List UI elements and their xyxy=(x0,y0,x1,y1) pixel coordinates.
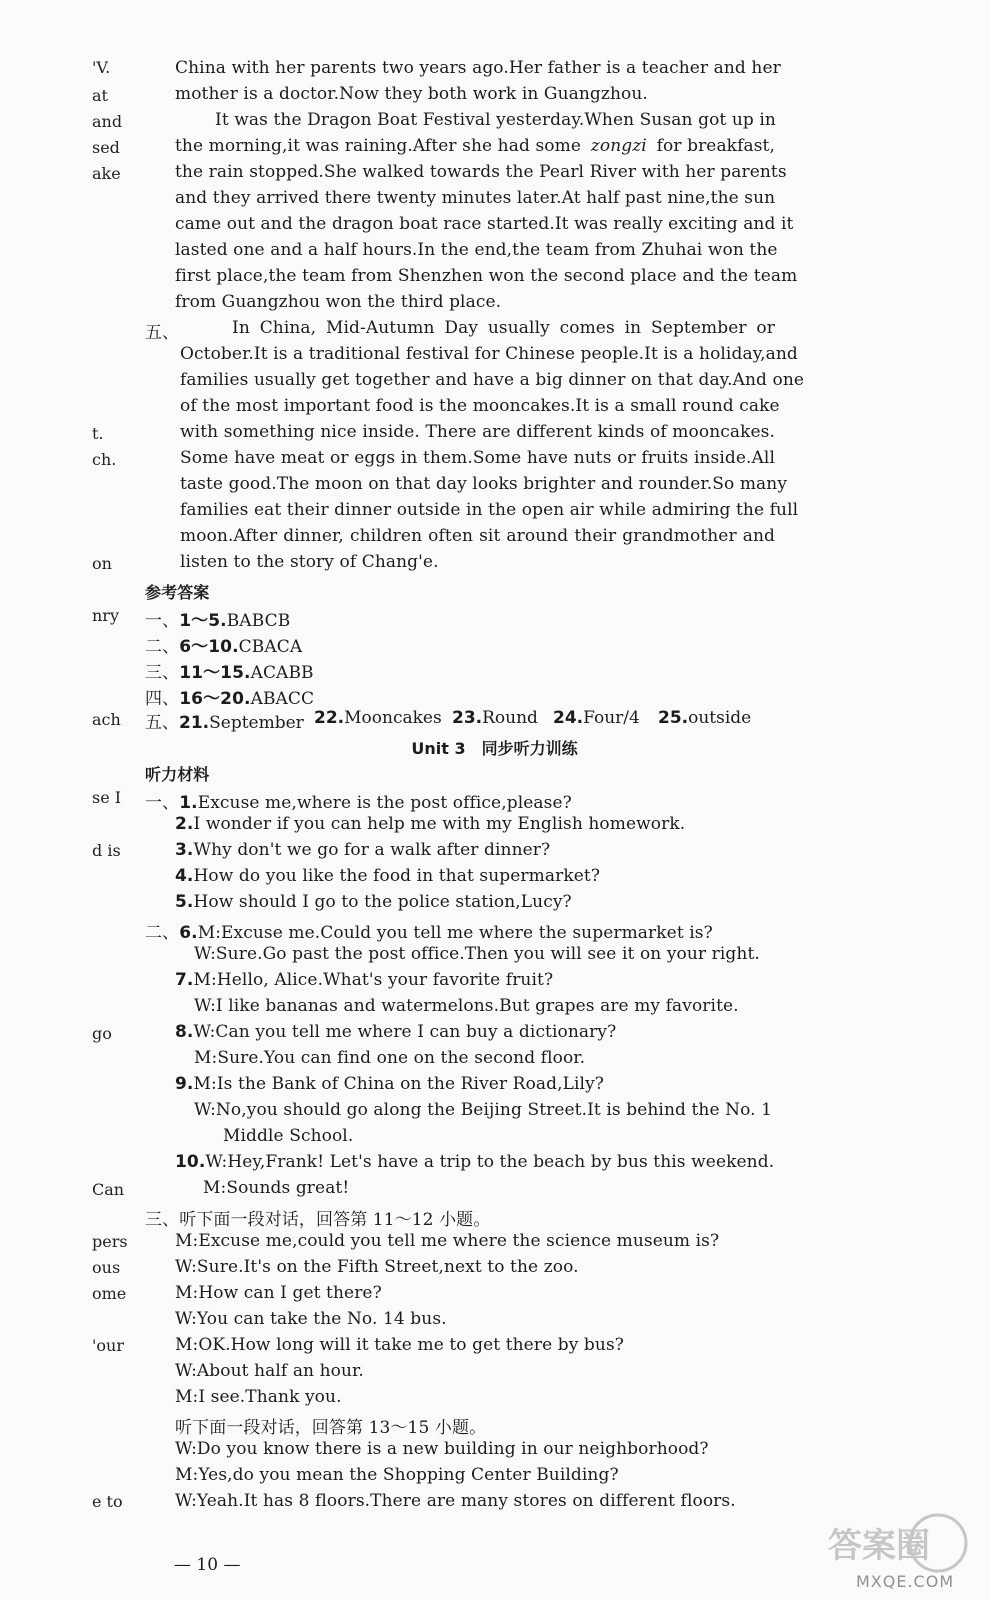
answer-prefix: 五、 xyxy=(145,713,179,733)
section-instruction: 三、听下面一段对话，回答第 11～12 小题。 xyxy=(145,1210,491,1230)
section-instruction: 听下面一段对话，回答第 13～15 小题。 xyxy=(175,1418,487,1438)
text-line: families usually get together and have a big dinner on that day.And one xyxy=(180,370,805,390)
question-text: W:Can you tell me where I can buy a dictionary? xyxy=(193,1022,617,1042)
section-label: 五、 xyxy=(145,323,180,343)
question-line xyxy=(175,1022,616,1042)
dialogue-line: Middle School. xyxy=(223,1126,354,1146)
margin-fragment: e to xyxy=(92,1492,123,1511)
answer-value: Mooncakes xyxy=(344,708,442,728)
question-number: 10. xyxy=(175,1152,206,1172)
question-text: M:Hello, Alice.What's your favorite fruit? xyxy=(193,970,554,990)
answer-row xyxy=(145,708,304,733)
margin-fragment: go xyxy=(92,1024,112,1043)
italic-word: zongzi xyxy=(590,136,647,156)
section-prefix: 一、 xyxy=(145,793,180,813)
question-line xyxy=(175,814,685,834)
answer-prefix: 四、 xyxy=(145,689,180,709)
answer-number: 24. xyxy=(553,708,584,728)
text-line: mother is a doctor.Now they both work in Guangzhou. xyxy=(175,84,648,104)
question-line xyxy=(175,866,600,886)
text-line: taste good.The moon on that day looks brighter and rounder.So many xyxy=(180,474,788,494)
page-number: — 10 — xyxy=(174,1555,241,1575)
text-line: China with her parents two years ago.Her father is a teacher and her xyxy=(175,58,781,78)
question-text: Excuse me,where is the post office,please? xyxy=(197,793,572,813)
text-line: and they arrived there twenty minutes later.At half past nine,the sun xyxy=(175,188,776,208)
dialogue-line: W:Sure.It's on the Fifth Street,next to the zoo. xyxy=(175,1257,579,1277)
answer-values: ACABB xyxy=(250,663,314,683)
dialogue-line: M:Sounds great! xyxy=(203,1178,350,1198)
text-line: listen to the story of Chang'e. xyxy=(180,552,439,572)
text-line: families eat their dinner outside in the open air while admiring the full xyxy=(180,500,799,520)
dialogue-line: M:Yes,do you mean the Shopping Center Building? xyxy=(175,1465,619,1485)
answer-range: 16～20. xyxy=(179,689,251,709)
question-text: Why don't we go for a walk after dinner? xyxy=(193,840,551,860)
margin-fragment: ous xyxy=(92,1258,121,1277)
question-line xyxy=(175,892,572,912)
text-line xyxy=(175,136,775,156)
margin-fragment: t. xyxy=(92,424,104,443)
text-span: for breakfast, xyxy=(656,136,775,156)
text-line: first place,the team from Shenzhen won the second place and the team xyxy=(175,266,798,286)
answer-number: 21. xyxy=(179,713,210,733)
unit-title: Unit 3 同步听力训练 xyxy=(411,739,578,758)
text-line: Some have meat or eggs in them.Some have nuts or fruits inside.All xyxy=(180,448,775,468)
question-line xyxy=(145,918,713,943)
answer-number: 23. xyxy=(452,708,483,728)
question-line xyxy=(175,840,550,860)
question-text: M:Is the Bank of China on the River Road,Lily? xyxy=(193,1074,605,1094)
text-line: lasted one and a half hours.In the end,the team from Zhuhai won the xyxy=(175,240,778,260)
section-heading: 听力材料 xyxy=(145,765,210,784)
answer-row xyxy=(145,684,314,709)
watermark-url: MXQE.COM xyxy=(856,1572,955,1591)
text-line: In China, Mid-Autumn Day usually comes in September or xyxy=(232,318,775,338)
question-number: 3. xyxy=(175,840,194,860)
margin-fragment: d is xyxy=(92,841,121,860)
answer-heading: 参考答案 xyxy=(145,583,210,602)
question-text: How do you like the food in that supermarket? xyxy=(193,866,601,886)
dialogue-line: M:Excuse me,could you tell me where the science museum is? xyxy=(175,1231,720,1251)
answer-values: ABACC xyxy=(250,689,315,709)
question-text: I wonder if you can help me with my English homework. xyxy=(193,814,686,834)
answer-number: 22. xyxy=(314,708,345,728)
margin-fragment: ch. xyxy=(92,450,117,469)
dialogue-line: W:You can take the No. 14 bus. xyxy=(175,1309,447,1329)
question-line xyxy=(145,788,572,813)
watermark-text: 答案圈 xyxy=(828,1526,930,1566)
answer-values: BABCB xyxy=(226,611,291,631)
section-prefix: 二、 xyxy=(145,923,180,943)
text-line: October.It is a traditional festival for Chinese people.It is a holiday,and xyxy=(180,344,798,364)
dialogue-line: M:I see.Thank you. xyxy=(175,1387,342,1407)
text-line: the rain stopped.She walked towards the Pearl River with her parents xyxy=(175,162,787,182)
answer-prefix: 二、 xyxy=(145,637,180,657)
dialogue-line: M:OK.How long will it take me to get there by bus? xyxy=(175,1335,624,1355)
answer-row xyxy=(145,658,314,683)
margin-fragment: 'V. xyxy=(92,58,111,77)
margin-fragment: at xyxy=(92,86,108,105)
dialogue-line: W:Do you know there is a new building in our neighborhood? xyxy=(175,1439,709,1459)
question-line xyxy=(175,1152,774,1172)
text-line: with something nice inside. There are different kinds of mooncakes. xyxy=(180,422,775,442)
dialogue-line: W:Sure.Go past the post office.Then you will see it on your right. xyxy=(194,944,760,964)
text-line: moon.After dinner, children often sit around their grandmother and xyxy=(180,526,775,546)
answer-row xyxy=(145,632,302,657)
margin-fragment: sed xyxy=(92,138,120,157)
question-number: 5. xyxy=(175,892,194,912)
answer-item xyxy=(314,708,442,728)
margin-fragment: ake xyxy=(92,164,121,183)
margin-fragment: se I xyxy=(92,788,122,807)
answer-range: 1～5. xyxy=(179,611,227,631)
margin-fragment: and xyxy=(92,112,123,131)
answer-number: 25. xyxy=(658,708,689,728)
answer-item xyxy=(452,708,538,728)
margin-fragment: ach xyxy=(92,710,121,729)
dialogue-line: W:About half an hour. xyxy=(175,1361,364,1381)
dialogue-line: W:Yeah.It has 8 floors.There are many stores on different floors. xyxy=(175,1491,736,1511)
question-number: 1. xyxy=(179,793,198,813)
answer-row xyxy=(145,606,290,631)
margin-fragment: pers xyxy=(92,1232,128,1251)
answer-range: 6～10. xyxy=(179,637,239,657)
question-text: How should I go to the police station,Lucy? xyxy=(193,892,572,912)
question-text: M:Excuse me.Could you tell me where the supermarket is? xyxy=(197,923,713,943)
text-line: from Guangzhou won the third place. xyxy=(175,292,502,312)
text-line: It was the Dragon Boat Festival yesterday.When Susan got up in xyxy=(215,110,776,130)
text-line: of the most important food is the mooncakes.It is a small round cake xyxy=(180,396,780,416)
answer-prefix: 一、 xyxy=(145,611,180,631)
answer-prefix: 三、 xyxy=(145,663,180,683)
question-text: W:Hey,Frank! Let's have a trip to the beach by bus this weekend. xyxy=(205,1152,775,1172)
answer-item xyxy=(553,708,640,728)
answer-range: 11～15. xyxy=(179,663,251,683)
dialogue-line: M:How can I get there? xyxy=(175,1283,382,1303)
margin-fragment: nry xyxy=(92,606,119,625)
text-span: the morning,it was raining.After she had some xyxy=(175,136,581,156)
question-number: 4. xyxy=(175,866,194,886)
margin-fragment: on xyxy=(92,554,112,573)
question-line xyxy=(175,1074,604,1094)
question-line xyxy=(175,970,553,990)
question-number: 6. xyxy=(179,923,198,943)
margin-fragment: ome xyxy=(92,1284,127,1303)
dialogue-line: W:No,you should go along the Beijing Street.It is behind the No. 1 xyxy=(194,1100,773,1120)
text-line: came out and the dragon boat race started.It was really exciting and it xyxy=(175,214,794,234)
answer-values: CBACA xyxy=(238,637,303,657)
dialogue-line: W:I like bananas and watermelons.But grapes are my favorite. xyxy=(194,996,739,1016)
margin-fragment: 'our xyxy=(92,1336,124,1355)
answer-value: Round xyxy=(482,708,538,728)
answer-value: Four/4 xyxy=(583,708,640,728)
margin-fragment: Can xyxy=(92,1180,125,1199)
question-number: 8. xyxy=(175,1022,194,1042)
question-number: 9. xyxy=(175,1074,194,1094)
dialogue-line: M:Sure.You can find one on the second floor. xyxy=(194,1048,586,1068)
answer-value: outside xyxy=(688,708,752,728)
answer-item xyxy=(658,708,751,728)
question-number: 7. xyxy=(175,970,194,990)
question-number: 2. xyxy=(175,814,194,834)
answer-value: September xyxy=(209,713,304,733)
